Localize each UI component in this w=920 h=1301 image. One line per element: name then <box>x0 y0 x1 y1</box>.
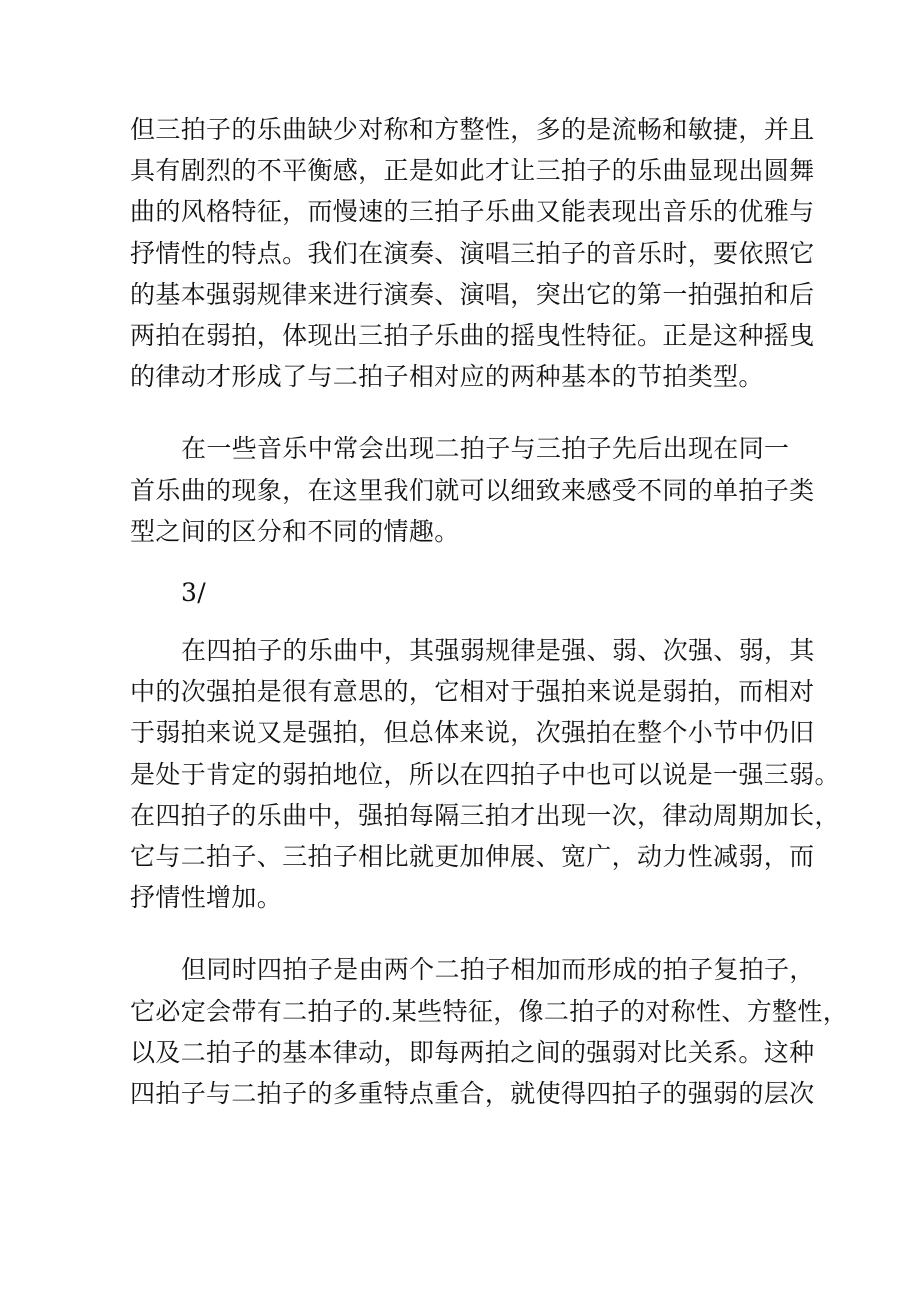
text-line: 四拍子与二拍子的多重特点重合，就使得四拍子的强弱的层次 <box>130 1079 815 1108</box>
text-line: 中的次强拍是很有意思的，它相对于强拍来说是弱拍，而相对 <box>130 677 815 706</box>
text-line: 曲的风格特征，而慢速的三拍子乐曲又能表现出音乐的优雅与 <box>130 197 815 226</box>
text-line: 的基本强弱规律来进行演奏、演唱，突出它的第一拍强拍和后 <box>130 280 815 309</box>
text-line: 它与二拍子、三拍子相比就更加伸展、宽广，动力性减弱，而 <box>130 842 815 871</box>
text-line: 于弱拍来说又是强拍，但总体来说，次强拍在整个小节中仍旧 <box>130 718 815 747</box>
section-heading: 3/ <box>181 578 207 607</box>
text-line: 抒情性增加。 <box>130 883 283 912</box>
text-line: 两拍在弱拍，体现出三拍子乐曲的摇曳性特征。正是这种摇曳 <box>130 321 815 350</box>
text-line: 在一些音乐中常会出现二拍子与三拍子先后出现在同一 <box>181 434 790 463</box>
text-line: 的律动才形成了与二拍子相对应的两种基本的节拍类型。 <box>130 362 764 391</box>
text-line: 以及二拍子的基本律动，即每两拍之间的强弱对比关系。这种 <box>130 1038 815 1067</box>
text-line: 在四拍子的乐曲中，其强弱规律是强、弱、次强、弱，其 <box>181 636 815 665</box>
text-line: 型之间的区分和不同的情趣。 <box>130 517 460 546</box>
text-line: 但三拍子的乐曲缺少对称和方整性，多的是流畅和敏捷，并且 <box>130 115 815 144</box>
text-line: 是处于肯定的弱拍地位，所以在四拍子中也可以说是一强三弱。 <box>130 760 840 789</box>
text-line: 在四拍子的乐曲中，强拍每隔三拍才出现一次，律动周期加长， <box>130 801 840 830</box>
text-line: 但同时四拍子是由两个二拍子相加而形成的拍子复拍子， <box>181 955 815 984</box>
text-line: 首乐曲的现象，在这里我们就可以细致来感受不同的单拍子类 <box>130 476 815 505</box>
text-line: 具有剧烈的不平衡感，正是如此才让三拍子的乐曲显现出圆舞 <box>130 156 815 185</box>
text-line: 它必定会带有二拍子的.某些特征，像二拍子的对称性、方整性， <box>130 997 849 1026</box>
text-line: 抒情性的特点。我们在演奏、演唱三拍子的音乐时，要依照它 <box>130 239 815 268</box>
